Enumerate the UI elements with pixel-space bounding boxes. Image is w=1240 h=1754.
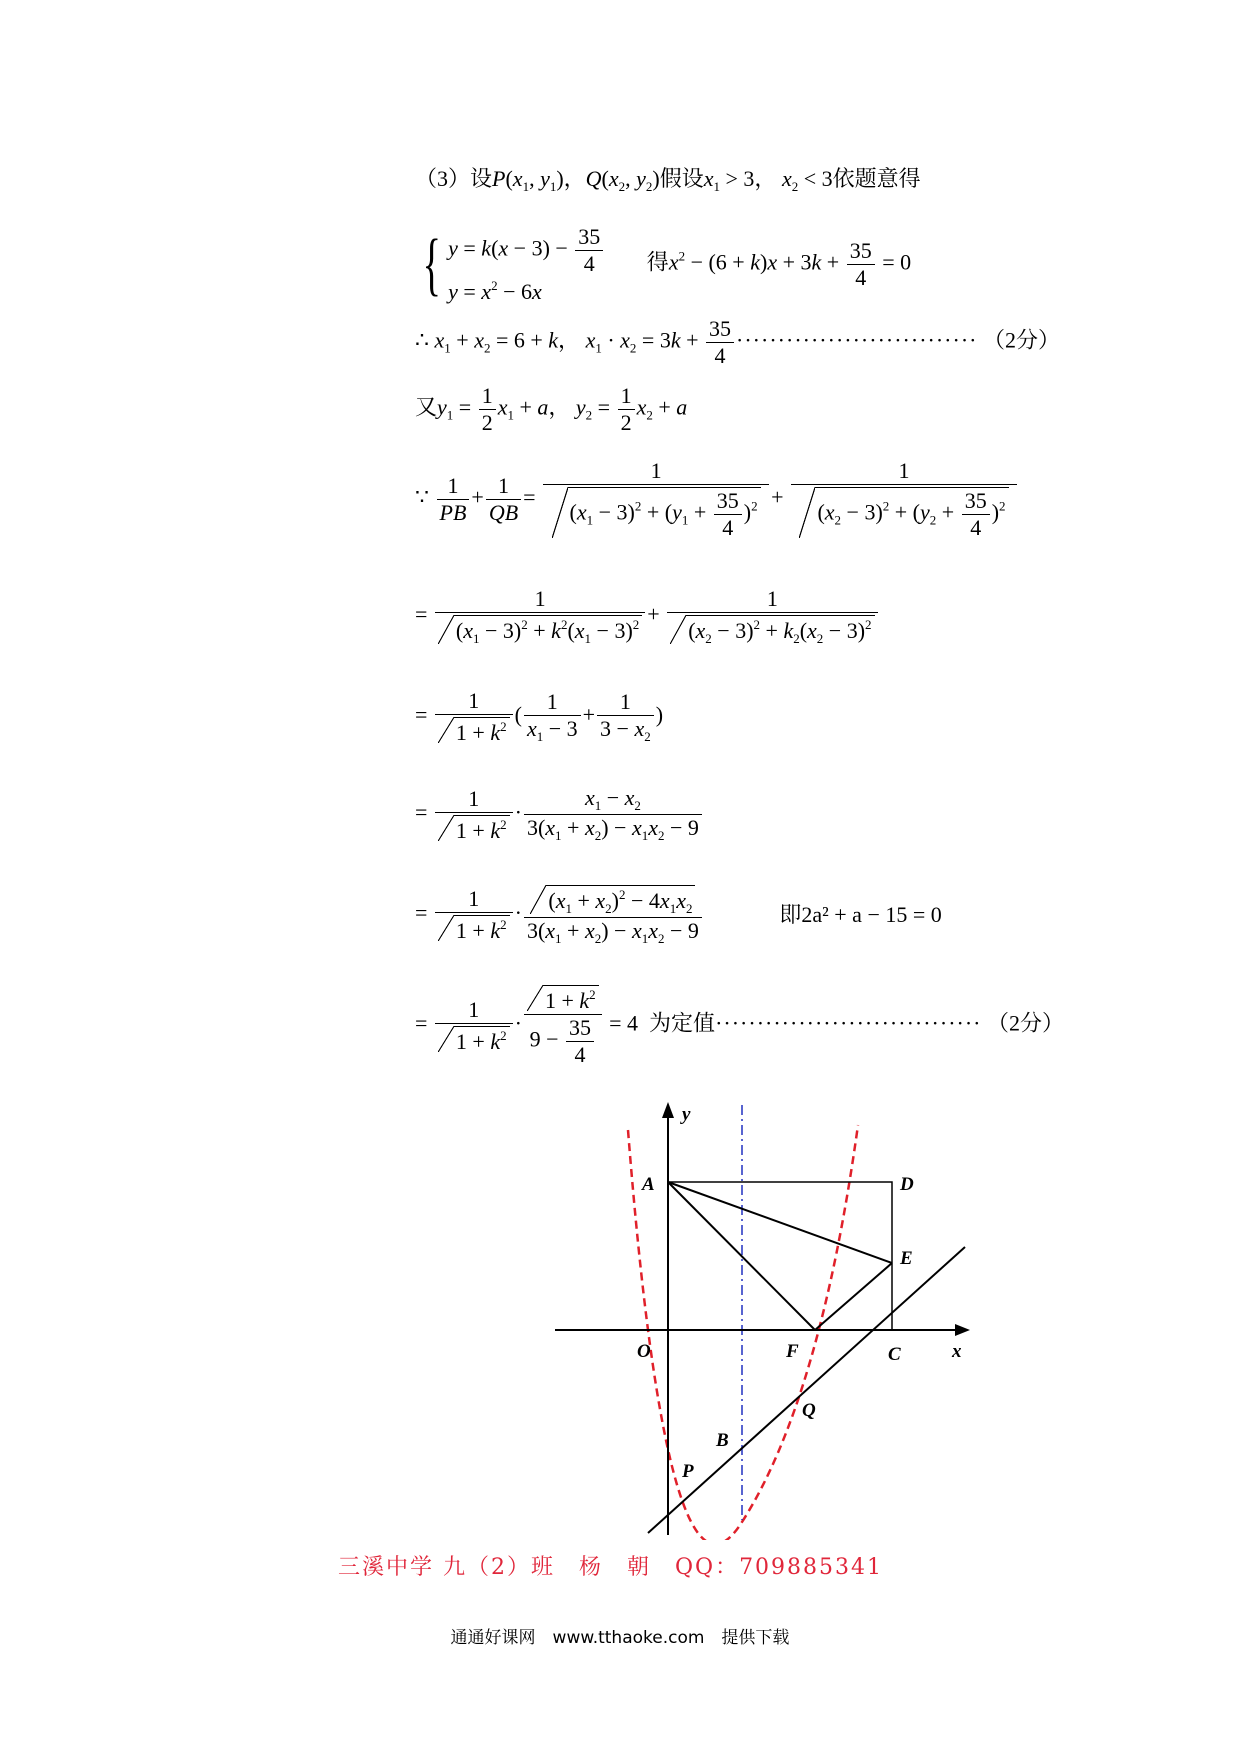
therefore-sign: ∴	[415, 327, 429, 353]
y-axis-arrow	[662, 1102, 674, 1118]
score-badge-2: （2分）	[987, 1010, 1065, 1036]
also-text: 又	[415, 394, 438, 420]
page-footer: 通通好课网 www.tthaoke.com 提供下载	[450, 1628, 790, 1648]
equation-system: { y = k(x − 3) − $\frac{35}{4}$ $y = x^2 - 6x$ 得$x^2 - (6 + k)x + 3k$ + $\frac{35}{4}$ = 0	[422, 224, 912, 304]
final-label: 为定值	[649, 1010, 716, 1036]
step-5: = $\frac{1}{1 + k^2}$ · $\frac{(x_1 + x_2)^2 - 4x_1x_2}{3(x_1 + x_2) - x_1x_2 - 9}$ 即2a² + a − 15 = 0	[415, 886, 942, 946]
parabola-curve	[628, 1125, 858, 1540]
label-x: x	[952, 1341, 962, 1362]
part-label: （3）设	[415, 166, 493, 191]
step-4: = $\frac{1}{1 + k^2}$ · $\frac{x_1 - x_2}{3(x_1 + x_2) - x_1x_2 - 9}$	[415, 787, 704, 842]
rectangle-adc	[668, 1182, 892, 1330]
because-line: ∵ $\frac{1}{PB}$ + $\frac{1}{QB}$ = 1 $(x_1 - 3)^2 + (y_1$ + $\frac{35}{4}$ )$^2$ + 1 $(x_2 - 3)^2 + (y_2$ + $\frac{35}{4}$ )$^2$	[415, 460, 1019, 539]
geometry-figure	[540, 1100, 980, 1540]
intro-tail: 依题意得	[832, 166, 921, 191]
intro-line: （3）设$P(x_1$, $y_1$)，$Q(x_2$, $y_2$)假设$x_1 > 3$， $x_2 < 3$依题意得	[415, 166, 921, 194]
author-credit: 三溪中学 九（2）班 杨 朝 QQ：709885341	[338, 1555, 884, 1580]
step-3: = $\frac{1}{1 + k^2}$ ( $\frac{1}{x_1 - 3}$ + $\frac{1}{3 - x_2}$ )	[415, 688, 664, 745]
label-p: P	[682, 1461, 694, 1482]
assume-text: 假设	[659, 166, 704, 191]
label-q: Q	[802, 1400, 816, 1421]
label-y: y	[682, 1104, 691, 1125]
label-o: O	[637, 1341, 651, 1362]
label-c: C	[888, 1344, 901, 1365]
because-sign: ∵	[415, 484, 429, 510]
label-a: A	[642, 1174, 655, 1195]
frac-num: 35	[575, 226, 603, 251]
frac-den: 4	[583, 251, 595, 276]
label-d: D	[900, 1174, 914, 1195]
label-f: F	[786, 1341, 799, 1362]
step-6: = $\frac{1}{1 + k^2}$ · $1 + k^2$ 9 − $\frac{35}{4}$ = 4 为定值································ （2分）	[415, 987, 1065, 1067]
conclusion-equation: 即2a² + a − 15 = 0	[779, 902, 942, 927]
label-b: B	[716, 1430, 729, 1451]
line-pq	[648, 1247, 965, 1533]
result-tail: = 0	[876, 249, 912, 275]
final-value: = 4	[609, 1010, 639, 1036]
label-e: E	[900, 1248, 913, 1269]
segment-fe	[815, 1263, 892, 1330]
step-2: = $\frac{1}{(x_1 - 3)^2 + k^2(x_1 - 3)^2}$ + $\frac{1}{(x_2 - 3)^2 + k_2(x_2 - 3)^2}$	[415, 588, 880, 645]
score-badge: （2分）	[983, 327, 1061, 353]
x-axis-arrow	[955, 1324, 970, 1336]
result-label: 得	[646, 249, 669, 275]
y-values-line: 又$y_1$ = $\frac{1}{2}$ $x_1 + a$， $y_2$ = $\frac{1}{2}$ $x_2 + a$	[415, 383, 688, 435]
segment-ae	[668, 1182, 892, 1263]
vieta-line: ∴ $x_1 + x_2 = 6 + k$， $x_1 \cdot x_2 = 3k$ + $\frac{35}{4}$ ····························· （2分）	[415, 316, 1061, 368]
